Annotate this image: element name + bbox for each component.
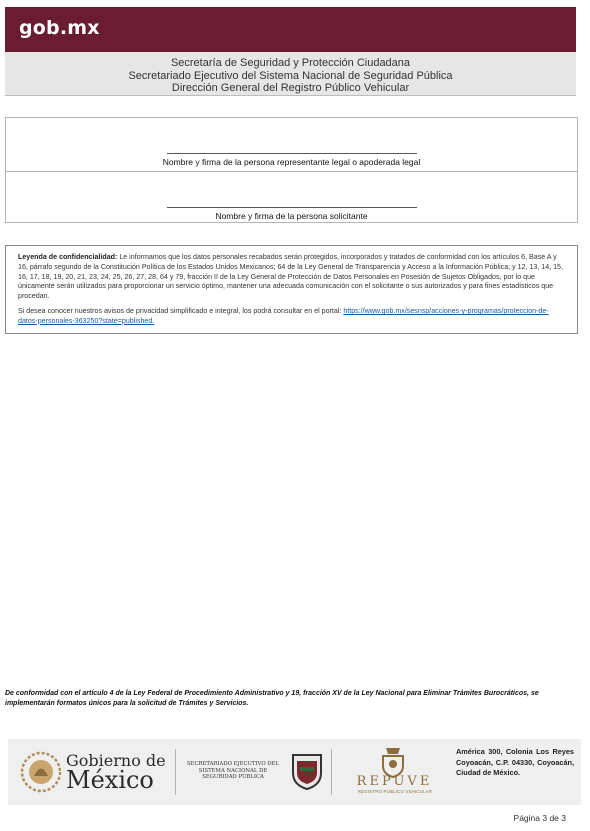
confidentiality-legend [5,245,578,334]
eagle-emblem-icon [20,749,62,795]
mexico-text: México [66,766,154,794]
office-address: América 300, Colonia Los Reyes Coyoacán, C.P. 04330, Coyoacán, Ciudad de México. [456,747,574,777]
signature-table [5,117,578,223]
signature-row-legal-representative [6,118,577,170]
footer-logo-band [8,739,581,805]
signature-label: Nombre y firma de la persona representante legal o apoderada legal [162,157,421,167]
signature-line [167,153,417,154]
sesnsp-text: SECRETARIADO EJECUTIVO DEL SISTEMA NACIONAL DE SEGURIDAD PÚBLICA [186,761,280,780]
institution-line-3: Dirección General del Registro Público Vehicular [171,82,410,94]
signature-row-applicant [6,171,577,224]
logo-divider [175,749,176,795]
logo-divider [331,749,332,795]
legal-footer-note: De conformidad con el artículo 4 de la Ley Federal de Procedimiento Administrativo y 19, fracción XV de la Ley Nacional para Eliminar Trámites Burocráticos, se implementarán formatos únicos para la solicitud de Trámites y Servicios. [5,690,539,707]
privacy-portal-link[interactable]: https://www.gob.mx/sesnsp/acciones-y-programas/proteccion-de-datos-personales-363250?state=published. [18,306,549,325]
header-institutions [5,52,576,96]
legend-paragraph [18,253,565,302]
header-bar [5,7,576,52]
sesnsp-shield-icon [291,753,323,791]
legend-body: Le informamos que los datos personales recabados serán protegidos, incorporados y tratados de conformidad con los artículos 6, Base A y 16, párrafo segundo de la Constitución Política de los Estados Unidos Mexicanos; 64 de la Ley General de Transparencia y Acceso a la Información Pública; y 12, 13, 14, 15, 16, 17, 18, 19, 20, 21, 23, 24, 25, 26, 27, 28, 64 y 79, fracción II de la Ley General de Protección de Datos Personales en Posesión de Sujetos Obligados, por lo que únicamente serán utilizados para proporcionar un servicio óptimo, mantener una adecuada comunicación con el solicitante o sus autorizados y para fines estadísticos que procedan. [18,253,563,301]
gobierno-de-text: Gobierno de [66,751,166,770]
legend-title: Leyenda de confidencialidad: [18,253,118,261]
portal-paragraph [18,307,565,327]
page-number: Página 3 de 3 [513,813,566,823]
repuve-text: REPUVE [356,774,433,789]
signature-label: Nombre y firma de la persona solicitante [215,211,368,221]
institution-line-2: Secretariado Ejecutivo del Sistema Nacional de Seguridad Pública [128,69,453,82]
gobmx-logo[interactable]: gob.mx [19,17,100,39]
repuve-emblem-icon [378,744,408,778]
signature-line [167,207,417,208]
institution-line-1: Secretaría de Seguridad y Protección Ciudadana [170,57,411,69]
repuve-subtitle: REGISTRO PÚBLICO VEHICULAR [357,789,433,794]
portal-text: Si desea conocer nuestros avisos de privacidad simplificado e integral, los podrá consultar en el portal: [18,306,344,315]
